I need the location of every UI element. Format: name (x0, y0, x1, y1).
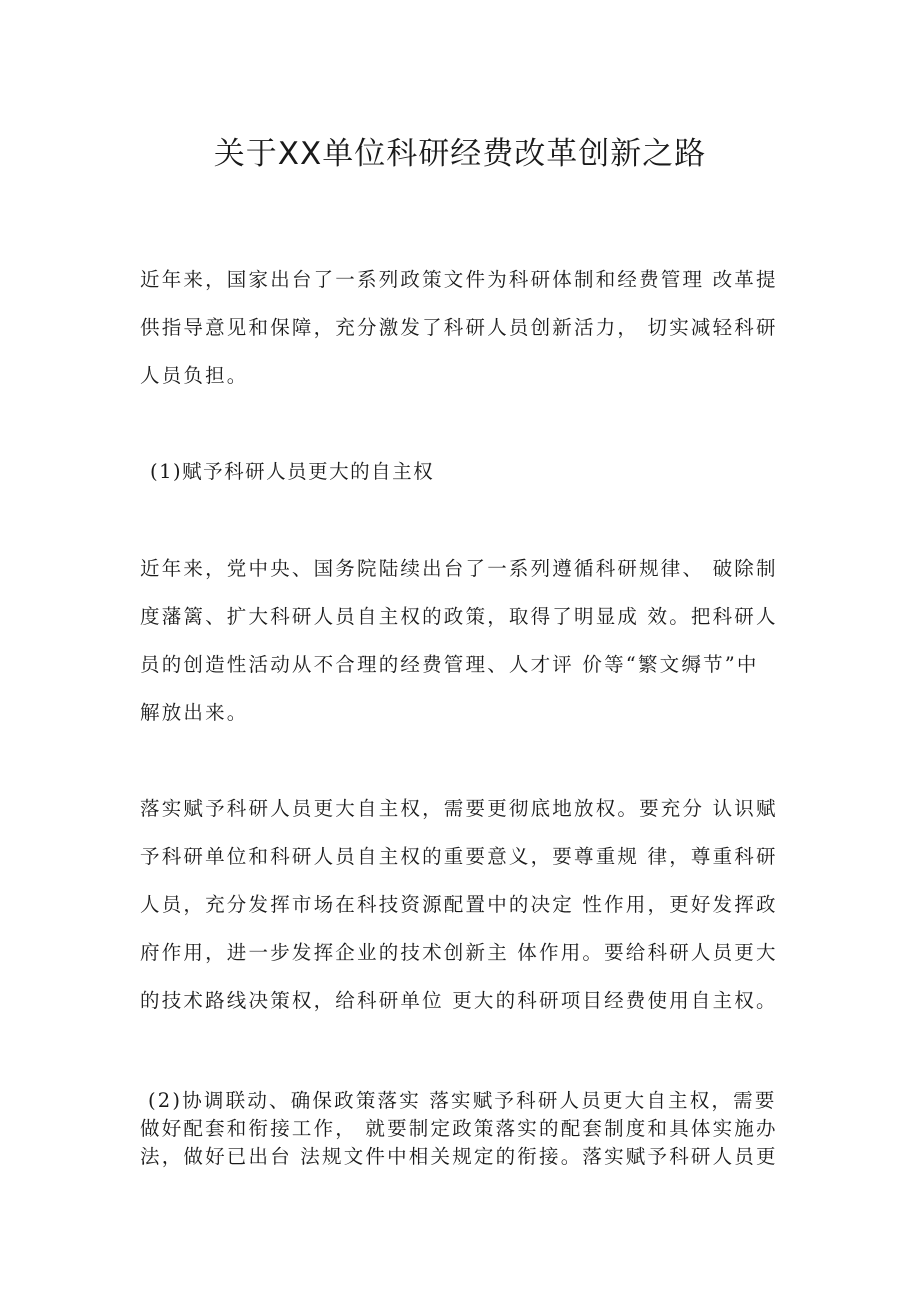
paragraph-line: 落实赋予科研人员更大自主权，需要更彻底地放权。要充分 认识赋 (140, 797, 778, 820)
paragraph-line: 人员负担。 (140, 364, 249, 387)
paragraph-line: 人员，充分发挥市场在科技资源配置中的决定 性作用，更好发挥政 (140, 893, 778, 916)
paragraph-line: 解放出来。 (140, 701, 249, 724)
paragraph-line: (2)协调联动、确保政策落实 落实赋予科研人员更大自主权，需要 (148, 1089, 777, 1112)
paragraph-line: 员的创造性活动从不合理的经费管理、人才评 价等“繁文缛节”中 (140, 653, 759, 676)
paragraph-coordination (140, 1087, 785, 1171)
paragraph-line: 供指导意见和保障，充分激发了科研人员创新活力， 切实减轻科研 (140, 316, 778, 339)
paragraph-line: 度藩篱、扩大科研人员自主权的政策，取得了明显成 效。把科研人 (140, 605, 778, 628)
document-title: 关于XX单位科研经费改革创新之路 (213, 136, 707, 172)
paragraph-line: 的技术路线决策权，给科研单位 更大的科研项目经费使用自主权。 (140, 989, 778, 1012)
paragraph-implementation (140, 785, 785, 1025)
section-heading-1: (1)赋予科研人员更大的自主权 (150, 460, 435, 483)
paragraph-line: 法，做好已出台 法规文件中相关规定的衔接。落实赋予科研人员更 (140, 1145, 778, 1168)
paragraph-line: 做好配套和衔接工作， 就要制定政策落实的配套制度和具体实施办 (140, 1117, 778, 1140)
paragraph-line: 近年来，国家出台了一系列政策文件为科研体制和经费管理 改革提 (140, 268, 778, 291)
paragraph-line: 近年来，党中央、国务院陆续出台了一系列遵循科研规律、 破除制 (140, 557, 778, 580)
paragraph-line: 府作用，进一步发挥企业的技术创新主 体作用。要给科研人员更大 (140, 941, 778, 964)
paragraph-intro (140, 256, 785, 400)
paragraph-line: 予科研单位和科研人员自主权的重要意义，要尊重规 律，尊重科研 (140, 845, 778, 868)
paragraph-autonomy (140, 545, 785, 737)
